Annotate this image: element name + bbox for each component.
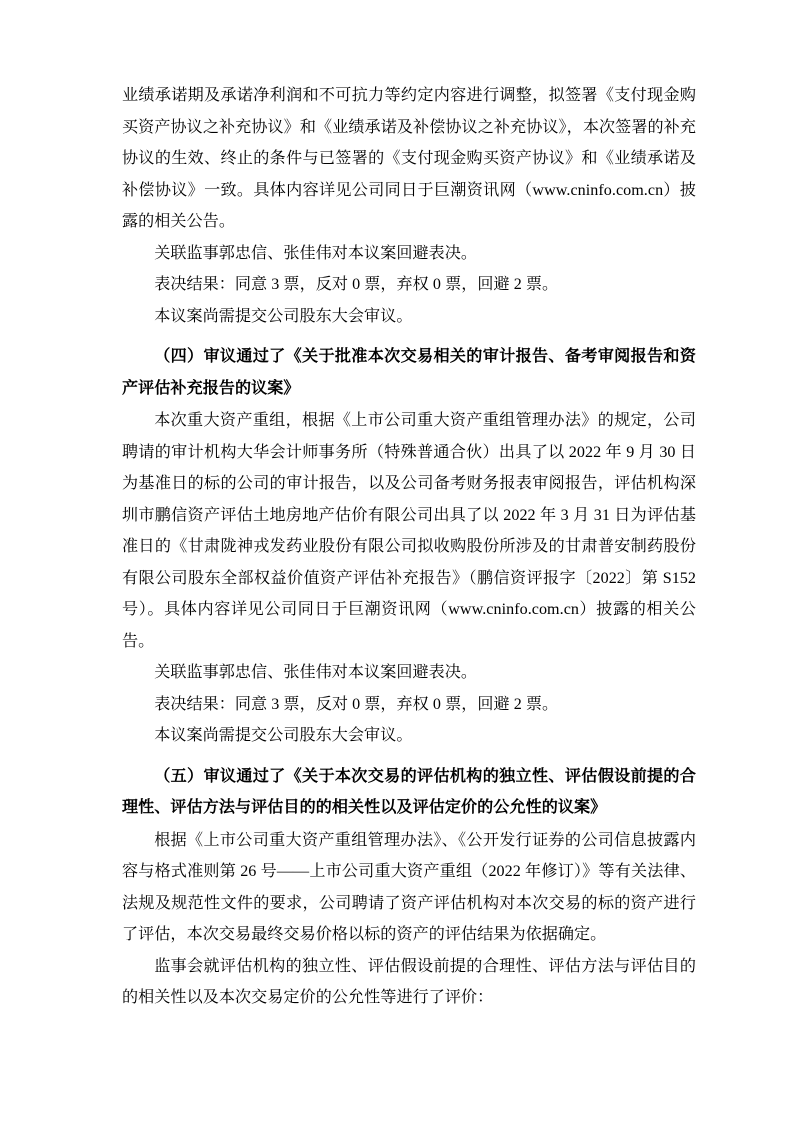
paragraph: 表决结果：同意 3 票，反对 0 票，弃权 0 票，回避 2 票。 <box>154 276 559 293</box>
paragraph: 根据《上市公司重大资产重组管理办法》、《公开发行证券的公司信息披露内容与格式准则第 26 号——上市公司重大资产重组（2022 年修订）》等有关法律、法规及规范性文件的要求，公司聘请了资产评估机构对本次交易的标的资产进行了评估，本次交易最终交易价格以标的资产的评估结果为依据确定。 <box>122 831 696 943</box>
paragraph: 本议案尚需提交公司股东大会审议。 <box>154 307 413 325</box>
paragraph: 关联监事郭忠信、张佳伟对本议案回避表决。 <box>154 244 478 262</box>
document-text-area <box>122 80 696 1014</box>
paragraph: 业绩承诺期及承诺净利润和不可抗力等约定内容进行调整，拟签署《支付现金购买资产协议之补充协议》和《业绩承诺及补偿协议之补充协议》，本次签署的补充协议的生效、终止的条件与已签署的《支付现金购买资产协议》和《业绩承诺及补偿协议》一致。具体内容详见公司同日于巨潮资讯网（www.cninfo.com.cn）披露的相关公告。 <box>122 87 696 230</box>
paragraph: 本议案尚需提交公司股东大会审议。 <box>154 727 413 744</box>
paragraph: 本次重大资产重组，根据《上市公司重大资产重组管理办法》的规定，公司聘请的审计机构大华会计师事务所（特殊普通合伙）出具了以 2022 年 9 月 30 日为基准日的标的公司的审计报告，以及公司备考财务报表审阅报告，评估机构深圳市鹏信资产评估土地房地产估价有限公司出具了以 2022 年 3 月 31 日为评估基准日的《甘肃陇神戎发药业股份有限公司拟收购股份所涉及的甘肃普安制药股份有限公司股东全部权益价值资产评估补充报告》（鹏信资评报字〔2022〕第 S152 号）。具体内容详见公司同日于巨潮资讯网（www.cninfo.com.cn）披露的相关公告。 <box>122 412 696 650</box>
section-heading: （五）审议通过了《关于本次交易的评估机构的独立性、评估假设前提的合理性、评估方法与评估目的的相关性以及评估定价的公允性的议案》 <box>122 767 696 816</box>
paragraph: 关联监事郭忠信、张佳伟对本议案回避表决。 <box>154 664 478 681</box>
section-heading: （四）审议通过了《关于批准本次交易相关的审计报告、备考审阅报告和资产评估补充报告的议案》 <box>122 348 696 397</box>
paragraph: 监事会就评估机构的独立性、评估假设前提的合理性、评估方法与评估目的的相关性以及本次交易定价的公允性等进行了评价： <box>122 957 696 1006</box>
paragraph: 表决结果：同意 3 票，反对 0 票，弃权 0 票，回避 2 票。 <box>154 695 559 713</box>
